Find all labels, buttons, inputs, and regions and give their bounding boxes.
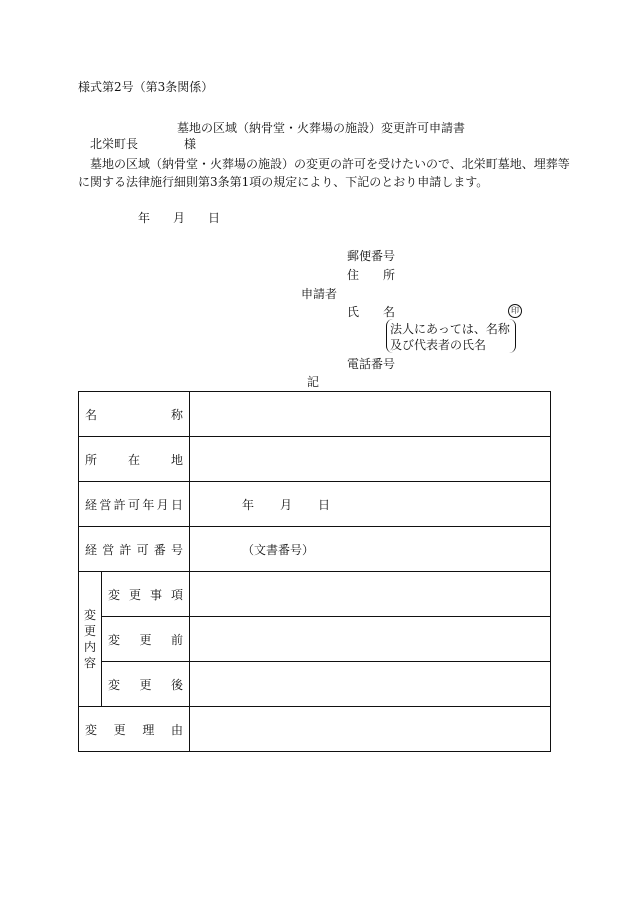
name-label-b: 名 xyxy=(383,305,396,319)
table-row-permit-number xyxy=(79,527,551,572)
date-month: 月 xyxy=(173,211,186,225)
table-row-name xyxy=(79,392,551,437)
permit-number-field[interactable] xyxy=(190,527,551,572)
date-year: 年 xyxy=(138,211,151,225)
body-line-1: 墓地の区域（納骨堂・火葬場の施設）の変更の許可を受けたいので、北栄町墓地、埋葬等 xyxy=(90,157,570,171)
document-title: 墓地の区域（納骨堂・火葬場の施設）変更許可申請書 xyxy=(177,121,466,135)
location-header: 所 在 地 xyxy=(79,437,190,482)
location-field[interactable] xyxy=(190,437,551,482)
permit-date-field[interactable]: 年 月 日 xyxy=(190,482,551,527)
change-before-field[interactable] xyxy=(190,617,551,662)
permit-date-header: 経 営 許 可 年 月 日 xyxy=(79,482,190,527)
permit-number-header: 経 営 許 可 番 号 xyxy=(79,527,190,572)
seal-mark: 印 xyxy=(508,304,522,318)
table-row-change-reason xyxy=(79,707,551,752)
table-row-change-after xyxy=(79,662,551,707)
change-after-header: 変 更 後 xyxy=(102,662,190,707)
corporate-note-line-2: 及び代表者の氏名 xyxy=(390,338,487,352)
change-reason-field[interactable] xyxy=(190,707,551,752)
change-item-field[interactable] xyxy=(190,572,551,617)
name-header: 名 称 xyxy=(79,392,190,437)
name-label-a: 氏 xyxy=(347,305,360,319)
applicant-label: 申請者 xyxy=(301,287,338,301)
address-label-b: 所 xyxy=(383,268,396,282)
change-before-header: 変 更 前 xyxy=(102,617,190,662)
table-row-change-item xyxy=(79,572,551,617)
change-contents-group: 変更内容 xyxy=(79,572,102,707)
addressee-name: 北栄町長 xyxy=(90,137,139,151)
ki-mark: 記 xyxy=(307,375,320,389)
address-label-a: 住 xyxy=(347,268,360,282)
addressee-honorific: 様 xyxy=(184,137,197,151)
table-row-change-before xyxy=(79,617,551,662)
table-row-permit-date xyxy=(79,482,551,527)
table-row-location xyxy=(79,437,551,482)
date-day: 日 xyxy=(208,211,221,225)
postal-code-label: 郵便番号 xyxy=(347,249,396,263)
change-item-header: 変 更 事 項 xyxy=(102,572,190,617)
document-number-label: （文書番号） xyxy=(242,542,315,557)
form-id: 様式第2号（第3条関係） xyxy=(78,80,214,94)
change-reason-header: 変 更 理 由 xyxy=(79,707,190,752)
body-line-2: に関する法律施行細則第3条第1項の規定により、下記のとおり申請します。 xyxy=(78,175,489,189)
application-table xyxy=(78,391,551,752)
phone-number-label: 電話番号 xyxy=(347,357,396,371)
name-field[interactable] xyxy=(190,392,551,437)
change-after-field[interactable] xyxy=(190,662,551,707)
corporate-note-line-1: 法人にあっては、名称 xyxy=(390,322,510,336)
